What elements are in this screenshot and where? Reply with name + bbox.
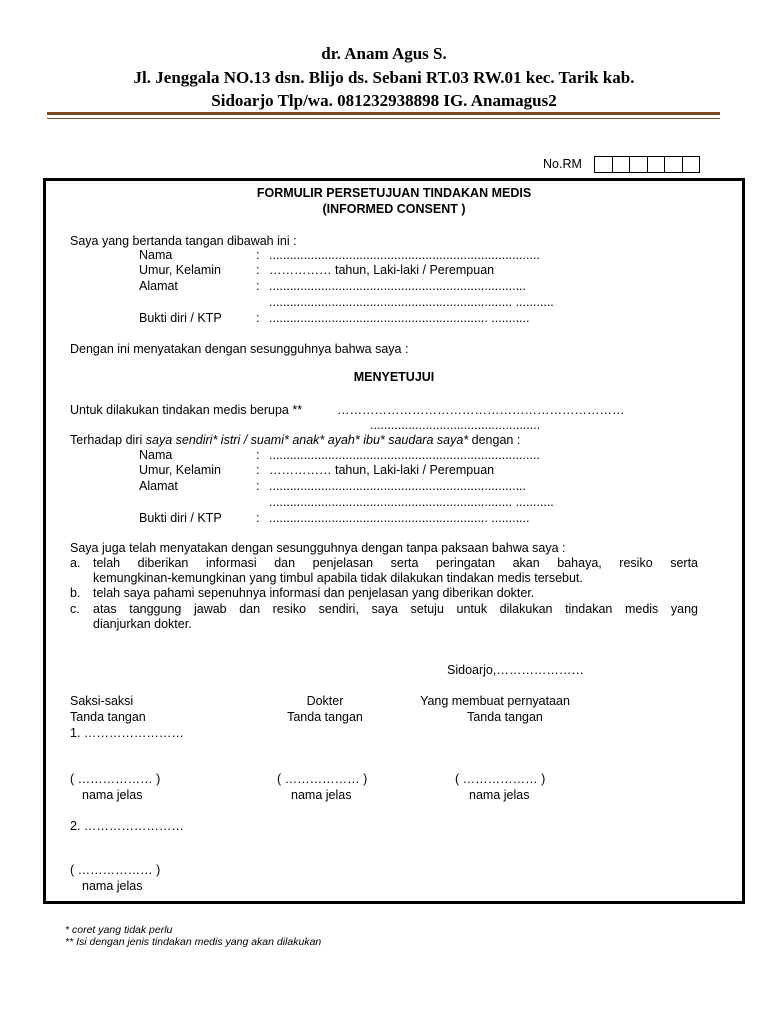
footnote-1: * coret yang tidak perlu [65,924,173,936]
toward-line [70,433,520,447]
field-bukti[interactable]: ............................................................... ........... [269,311,530,325]
colon: : [256,511,260,525]
label-nama: Nama [139,248,173,262]
maker-name-blank[interactable]: ( ……………… ) [455,772,546,786]
doctor-sign-label: Tanda tangan [287,710,363,724]
doctor-title: Dokter [306,694,344,708]
witness-1-line[interactable]: 1. …………………… [70,726,184,740]
rm-box[interactable] [682,157,700,172]
item-c-line-2: dianjurkan dokter. [93,617,192,631]
field-procedure-1[interactable]: …………………………………………………………… [337,403,625,417]
field-alamat-1[interactable]: .......................................................................... [269,279,526,293]
field-alamat-2-1[interactable]: .......................................................................... [269,479,526,493]
agree-heading: MENYETUJUI [353,370,435,384]
maker-title: Yang membuat pernyataan [420,694,570,708]
toward-options: saya sendiri* istri / suami* anak* ayah* ibu* saudara saya* [145,433,469,447]
witness-title: Saksi-saksi [70,694,134,708]
witness-2-line[interactable]: 2. …………………… [70,819,184,833]
maker-sign-label: Tanda tangan [467,710,543,724]
colon: : [256,448,260,462]
item-a-line-1: telah diberikan informasi dan penjelasan serta peringatan akan bahaya, resiko serta [93,556,698,570]
letterhead-rule-thin [47,118,720,119]
letterhead-rule-thick [47,112,720,115]
field-nama[interactable]: .............................................................................. [269,248,540,262]
field-alamat-2[interactable]: ...................................................................... ........... [269,295,554,309]
doctor-name: dr. Anam Agus S. [321,44,447,63]
declare-text: Dengan ini menyatakan dengan sesungguhnya bahwa saya : [70,342,409,356]
colon: : [256,279,260,293]
no-rm-label: No.RM [543,157,582,171]
label-umur: Umur, Kelamin [139,263,221,277]
label-alamat: Alamat [139,479,178,493]
field-nama-2[interactable]: .............................................................................. [269,448,540,462]
item-c-line-1: atas tanggung jawab dan resiko sendiri, saya setuju untuk dilakukan tindakan medis yang [93,602,698,616]
label-bukti: Bukti diri / KTP [139,511,222,525]
witness-1-clear-name: nama jelas [82,788,143,802]
procedure-label: Untuk dilakukan tindakan medis berupa ** [70,403,303,417]
form-title: FORMULIR PERSETUJUAN TINDAKAN MEDIS [256,186,532,200]
field-umur-2[interactable]: …………… tahun, Laki-laki / Perempuan [269,463,495,477]
colon: : [256,463,260,477]
item-c-marker: c. [70,602,80,616]
colon: : [256,248,260,262]
witness-1-name-blank[interactable]: ( ……………… ) [70,772,161,786]
label-umur: Umur, Kelamin [139,463,221,477]
place-date[interactable]: Sidoarjo,………………… [447,663,584,677]
witness-2-clear-name: nama jelas [82,879,143,893]
label-nama: Nama [139,448,173,462]
rm-box[interactable] [664,157,682,172]
colon: : [256,263,260,277]
rm-box[interactable] [647,157,665,172]
rm-box[interactable] [595,157,612,172]
field-umur[interactable]: …………… tahun, Laki-laki / Perempuan [269,263,495,277]
item-a-marker: a. [70,556,81,570]
footnote-2: ** Isi dengan jenis tindakan medis yang akan dilakukan [65,936,322,948]
colon: : [256,311,260,325]
item-b-marker: b. [70,586,81,600]
field-alamat-2-2[interactable]: ...................................................................... ........... [269,495,554,509]
intro-text: Saya yang bertanda tangan dibawah ini : [70,234,297,248]
doctor-clear-name: nama jelas [291,788,352,802]
witness-2-name-blank[interactable]: ( ……………… ) [70,863,161,877]
address-line-2: Sidoarjo Tlp/wa. 081232938898 IG. Anamagus2 [211,91,557,110]
rm-box[interactable] [612,157,630,172]
doctor-name-blank[interactable]: ( ……………… ) [277,772,368,786]
item-a-line-2: kemungkinan-kemungkinan yang timbul apabila tidak dilakukan tindakan medis tersebut. [93,571,583,585]
rm-box[interactable] [629,157,647,172]
form-subtitle: (INFORMED CONSENT ) [322,202,466,216]
address-line-1: Jl. Jenggala NO.13 dsn. Blijo ds. Sebani RT.03 RW.01 kec. Tarik kab. [133,68,635,87]
toward-suffix: dengan : [471,433,521,447]
statement-intro: Saya juga telah menyatakan dengan sesungguhnya dengan tanpa paksaan bahwa saya : [70,541,566,555]
maker-clear-name: nama jelas [469,788,530,802]
no-rm-boxes[interactable] [594,156,700,173]
item-b-line-1: telah saya pahami sepenuhnya informasi dan penjelasan yang diberikan dokter. [93,586,535,600]
field-procedure-2[interactable]: ................................................. [370,418,541,432]
field-bukti-2[interactable]: ............................................................... ........... [269,511,530,525]
toward-prefix: Terhadap diri [70,433,143,447]
label-bukti: Bukti diri / KTP [139,311,222,325]
colon: : [256,479,260,493]
witness-sign-label: Tanda tangan [70,710,146,724]
label-alamat: Alamat [139,279,178,293]
